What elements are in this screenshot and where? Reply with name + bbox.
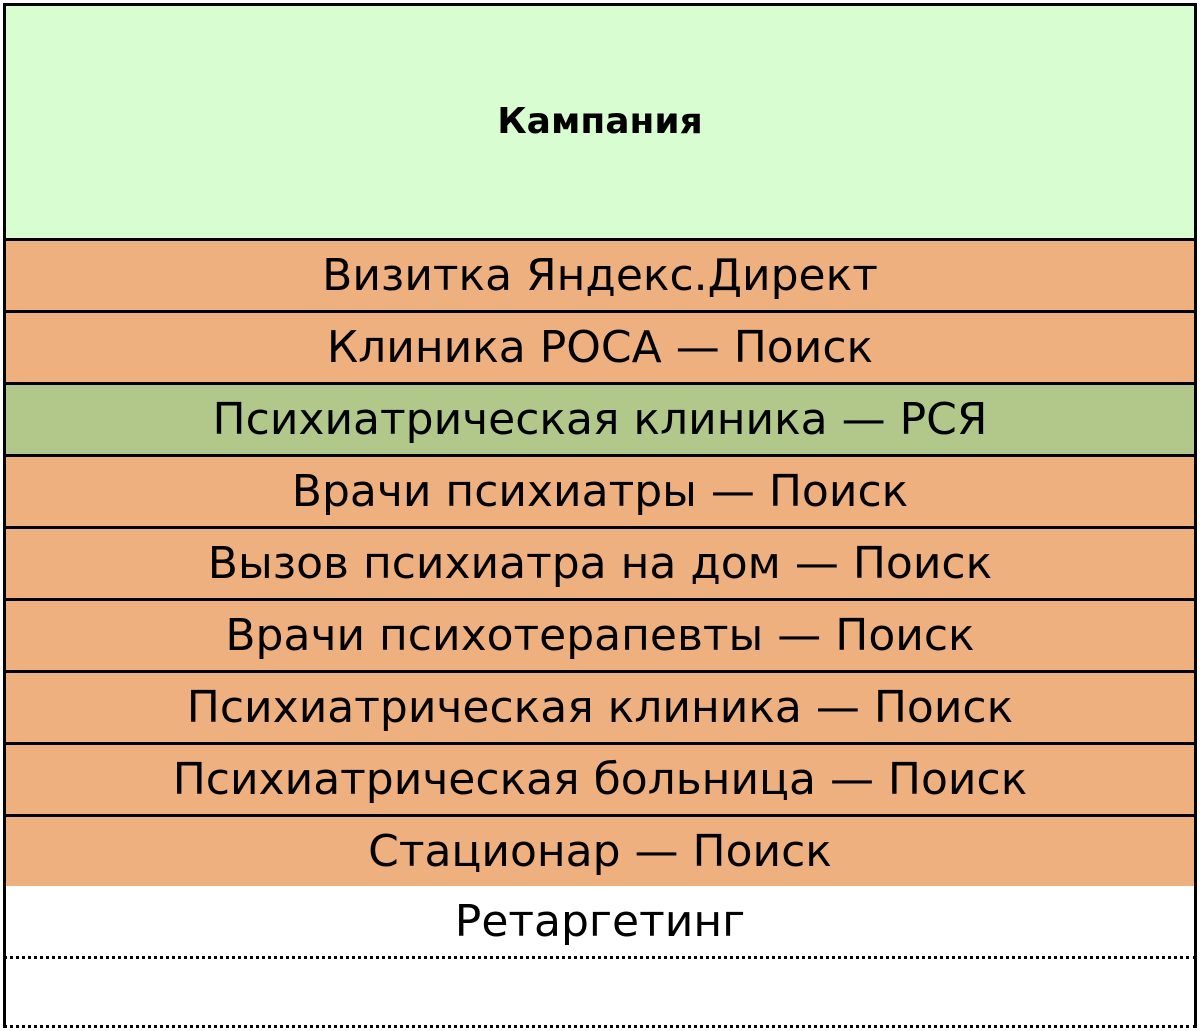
row-label: Клиника РОСА — Поиск (326, 322, 874, 373)
row-label: Визитка Яндекс.Директ (322, 250, 878, 301)
header-label: Кампания (497, 100, 703, 142)
table-header-campaign (3, 3, 1197, 241)
row-label: Стационар — Поиск (368, 826, 832, 877)
row-label: Врачи психотерапевты — Поиск (225, 610, 975, 661)
table-row-empty (3, 959, 1197, 1028)
row-label: Психиатрическая клиника — Поиск (186, 682, 1014, 733)
row-label: Психиатрическая больница — Поиск (172, 754, 1028, 805)
table-row (3, 385, 1197, 457)
table-row (3, 457, 1197, 529)
table-row (3, 313, 1197, 385)
table-row (3, 241, 1197, 313)
row-label: Психиатрическая клиника — РСЯ (212, 394, 988, 445)
row-label: Вызов психиатра на дом — Поиск (207, 538, 993, 589)
table-row (3, 601, 1197, 673)
table-row (3, 529, 1197, 601)
table-row (3, 886, 1197, 959)
row-label: Врачи психиатры — Поиск (291, 466, 909, 517)
table-row (3, 673, 1197, 745)
row-label: Ретаргетинг (454, 895, 746, 947)
table-row (3, 817, 1197, 889)
table-row (3, 745, 1197, 817)
